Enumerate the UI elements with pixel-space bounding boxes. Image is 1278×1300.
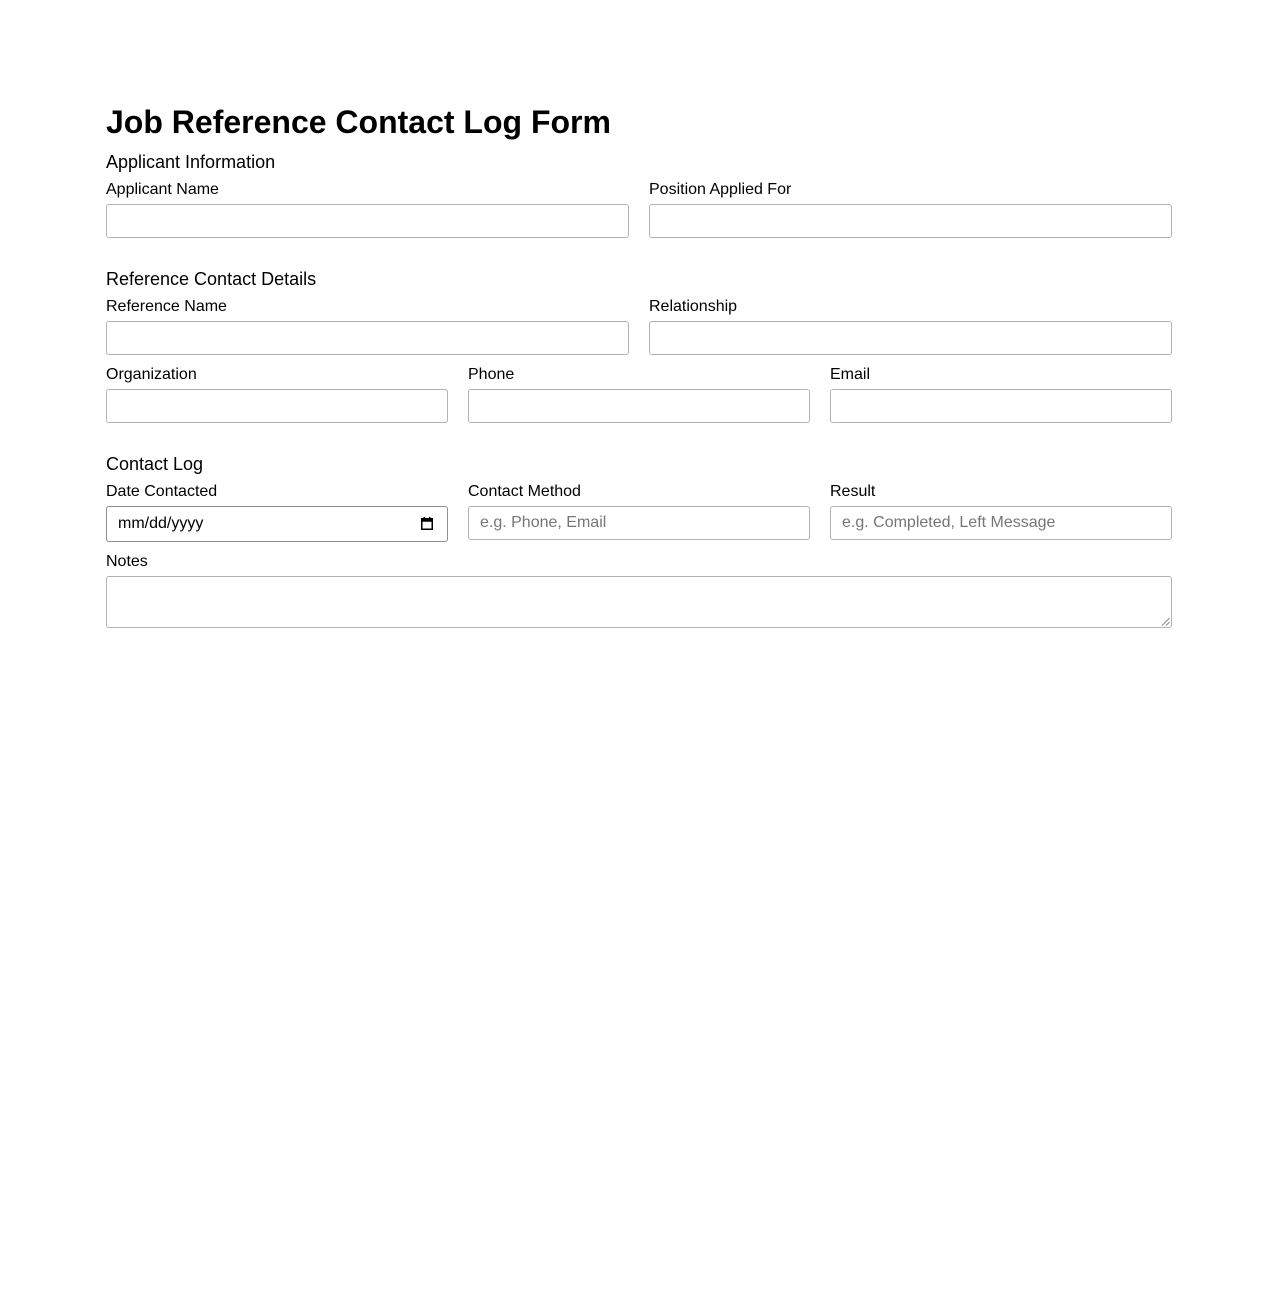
reference-name-field xyxy=(106,298,629,316)
contact-method-label: Contact Method xyxy=(468,483,581,500)
applicant-name-label: Applicant Name xyxy=(106,181,219,198)
relationship-field xyxy=(649,298,1172,316)
relationship-label: Relationship xyxy=(649,298,738,315)
phone-label: Phone xyxy=(468,366,515,383)
position-applied-for-label: Position Applied For xyxy=(649,181,792,198)
notes-textarea[interactable] xyxy=(106,576,1172,628)
reference-name-label: Reference Name xyxy=(106,298,227,315)
contact-method-input[interactable] xyxy=(468,506,810,540)
result-placeholder: e.g. Completed, Left Message xyxy=(842,514,1056,531)
organization-field xyxy=(106,366,448,384)
date-contacted-field xyxy=(106,483,448,532)
applicant-name-input[interactable] xyxy=(106,204,629,238)
section-title-reference: Reference Contact Details xyxy=(106,269,317,289)
notes-label: Notes xyxy=(106,553,148,570)
section-title-applicant: Applicant Information xyxy=(106,152,276,172)
contact-method-field xyxy=(468,483,810,531)
date-contacted-label: Date Contacted xyxy=(106,483,218,500)
organization-input[interactable] xyxy=(106,389,448,423)
result-label: Result xyxy=(830,483,876,500)
email-field xyxy=(830,366,1172,384)
email-label: Email xyxy=(830,366,871,383)
date-contacted-input[interactable] xyxy=(106,506,448,542)
reference-name-input[interactable] xyxy=(106,321,629,355)
resize-grip-icon[interactable] xyxy=(1161,617,1170,626)
notes-field xyxy=(106,553,1172,571)
position-applied-for-input[interactable] xyxy=(649,204,1172,238)
contact-method-placeholder: e.g. Phone, Email xyxy=(480,514,607,531)
calendar-icon[interactable] xyxy=(421,517,433,530)
organization-label: Organization xyxy=(106,366,197,383)
position-applied-for-field xyxy=(649,181,1172,199)
date-contacted-placeholder: mm/dd/yyyy xyxy=(118,515,204,532)
page-title: Job Reference Contact Log Form xyxy=(106,104,611,140)
relationship-input[interactable] xyxy=(649,321,1172,355)
section-title-contact-log: Contact Log xyxy=(106,454,204,474)
result-field xyxy=(830,483,1172,531)
result-input[interactable] xyxy=(830,506,1172,540)
phone-input[interactable] xyxy=(468,389,810,423)
phone-field xyxy=(468,366,810,384)
email-input[interactable] xyxy=(830,389,1172,423)
applicant-name-field xyxy=(106,181,629,199)
